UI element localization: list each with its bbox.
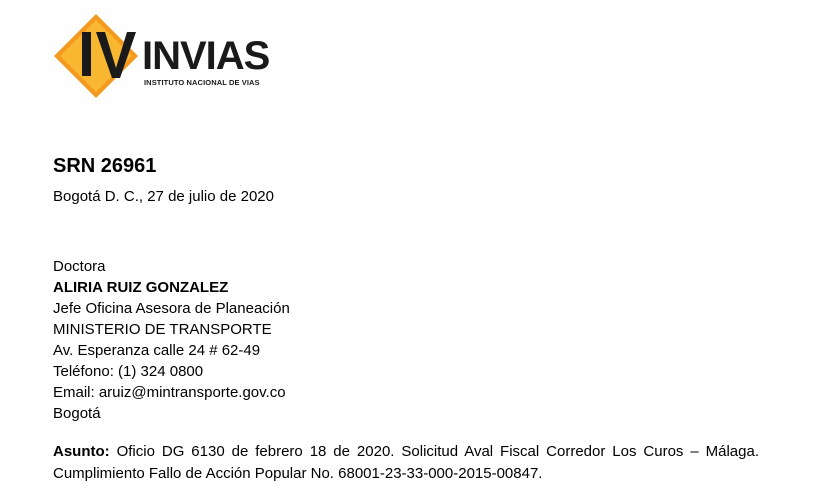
subject-text-1: Oficio DG 6130 de febrero 18 de 2020. Solicitud Aval Fiscal Corredor Los Curos – Málaga. (116, 443, 759, 460)
recipient-phone: Teléfono: (1) 324 0800 (53, 363, 204, 380)
salutation: Doctora (53, 258, 106, 275)
logo-wordmark: INVIAS (142, 34, 270, 78)
recipient-city: Bogotá (53, 405, 101, 422)
invias-diamond-icon (52, 12, 152, 102)
recipient-position: Jefe Oficina Asesora de Planeación (53, 300, 290, 317)
date-line: Bogotá D. C., 27 de julio de 2020 (53, 188, 274, 205)
recipient-email: Email: aruiz@mintransporte.gov.co (53, 384, 286, 401)
subject-text-2: Cumplimiento Fallo de Acción Popular No. 68001-23-33-000-2015-00847. (53, 465, 543, 482)
subject-label: Asunto: (53, 443, 110, 460)
invias-logo (52, 12, 282, 102)
reference-number: SRN 26961 (53, 155, 157, 177)
subject-line-1 (53, 441, 759, 463)
recipient-address: Av. Esperanza calle 24 # 62-49 (53, 342, 261, 359)
addressee-block (53, 256, 290, 424)
recipient-organization: MINISTERIO DE TRANSPORTE (53, 321, 272, 338)
logo-subtitle: INSTITUTO NACIONAL DE VIAS (144, 78, 260, 87)
recipient-name: ALIRIA RUIZ GONZALEZ (53, 279, 229, 296)
subject-block (53, 441, 759, 485)
